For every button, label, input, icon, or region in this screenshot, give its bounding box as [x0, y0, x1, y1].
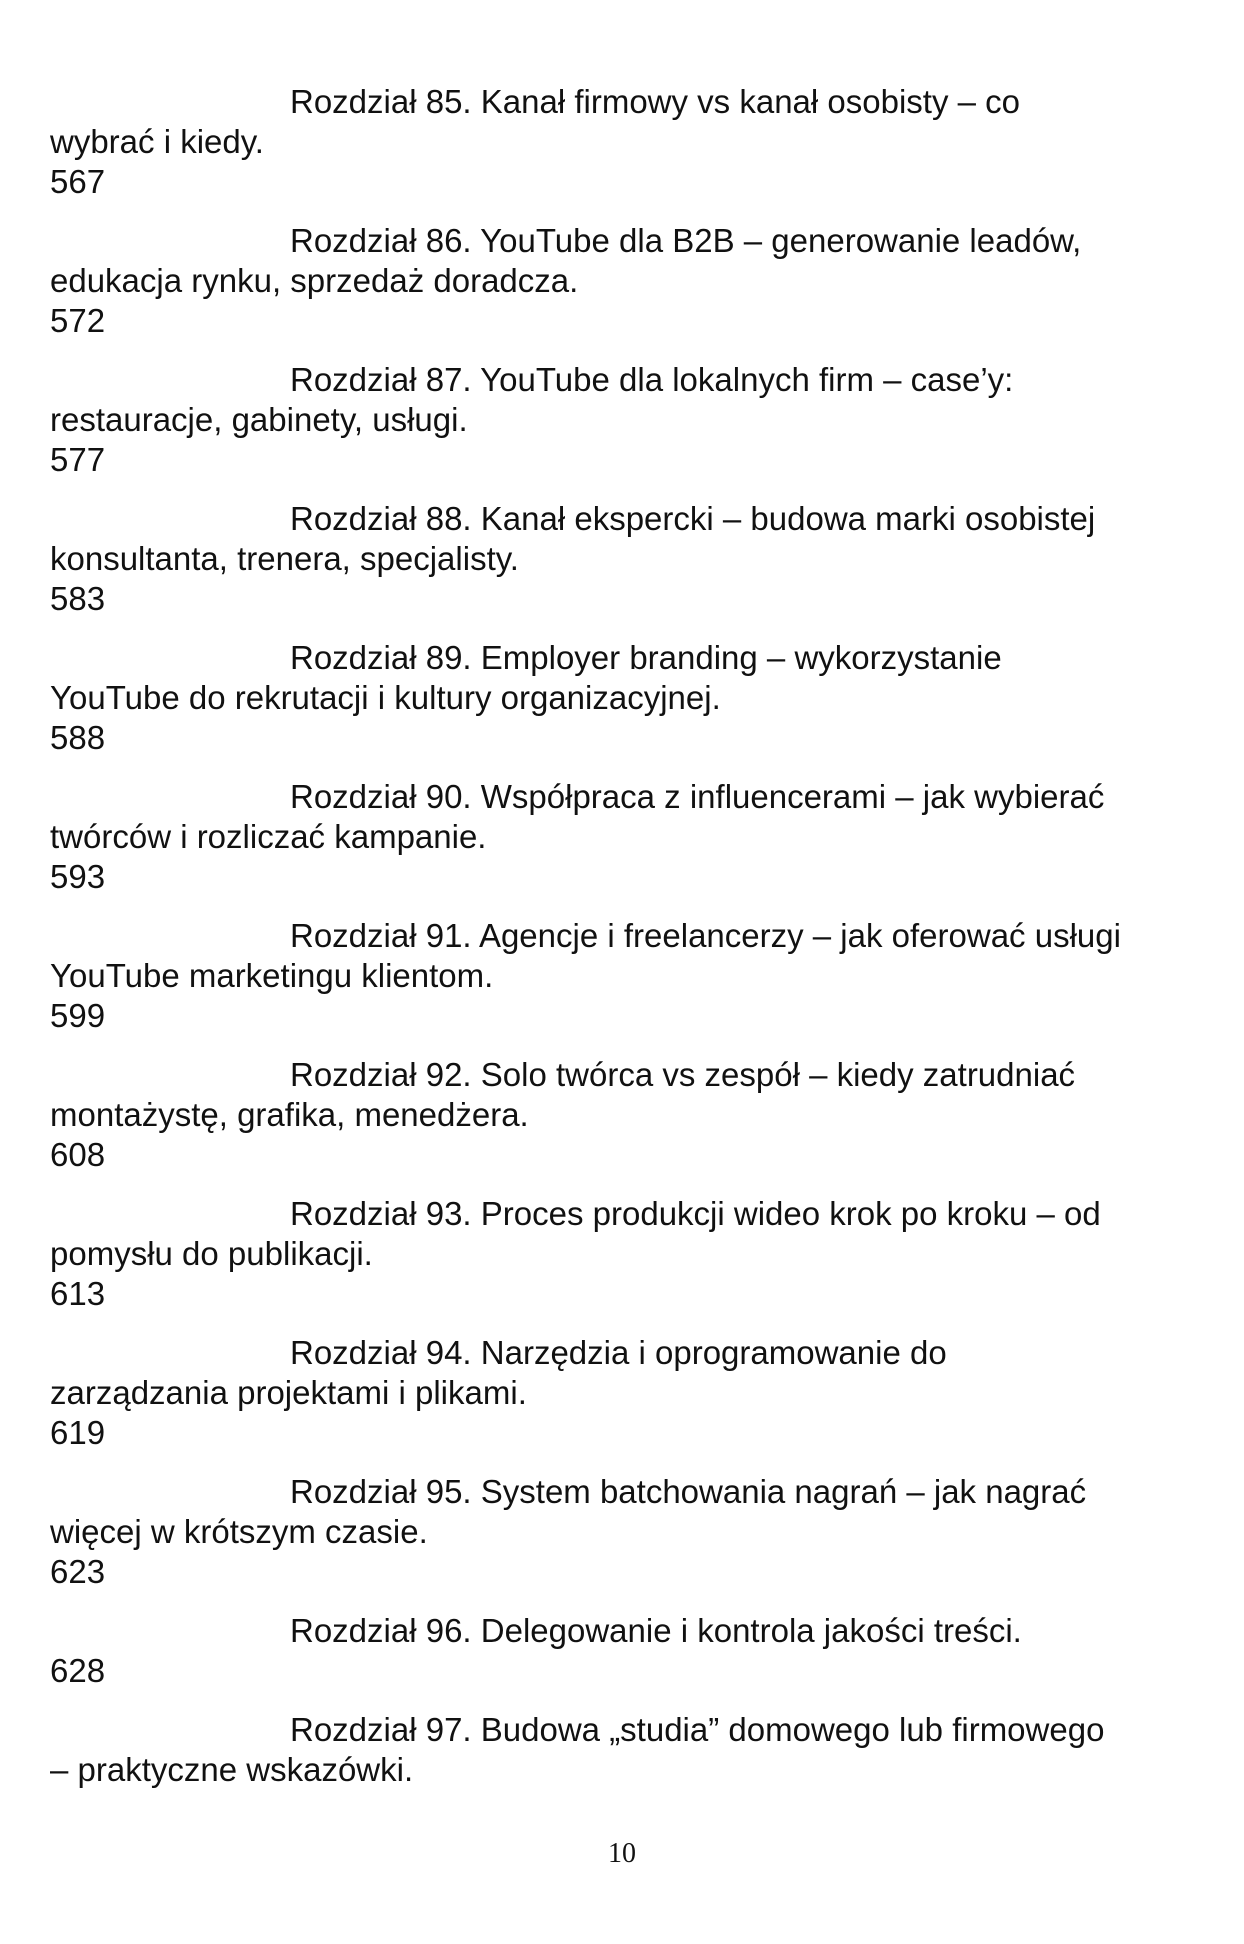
- toc-entry-title: Rozdział 85. Kanał firmowy vs kanał osobisty – co wybrać i kiedy.: [50, 83, 1020, 160]
- toc-entry-title: Rozdział 90. Współpraca z influencerami – jak wybierać twórców i rozliczać kampanie.: [50, 778, 1105, 855]
- page-number: 10: [608, 1838, 636, 1869]
- toc-entry-page: 613: [50, 1275, 106, 1312]
- toc-entry-page: 567: [50, 163, 106, 200]
- toc-entry-title: Rozdział 91. Agencje i freelancerzy – jak oferować usługi YouTube marketingu klientom.: [50, 917, 1121, 994]
- toc-entry-page: 628: [50, 1652, 106, 1689]
- toc-entry: [50, 499, 1200, 619]
- toc-entry: [50, 1710, 1200, 1790]
- toc-entry: [50, 1055, 1200, 1175]
- toc-entry-title: Rozdział 93. Proces produkcji wideo krok po kroku – od pomysłu do publikacji.: [50, 1195, 1101, 1272]
- toc-entry: [50, 221, 1200, 341]
- toc-entry: [50, 777, 1200, 897]
- toc-entry-page: 588: [50, 719, 106, 756]
- toc-entry-page: 599: [50, 997, 106, 1034]
- toc-entry-page: 623: [50, 1553, 106, 1590]
- table-of-contents: [50, 82, 1200, 1809]
- toc-entry: [50, 82, 1200, 202]
- toc-entry-title: Rozdział 94. Narzędzia i oprogramowanie do zarządzania projektami i plikami.: [50, 1334, 947, 1411]
- toc-entry-title: Rozdział 87. YouTube dla lokalnych firm – case’y: restauracje, gabinety, usługi.: [50, 361, 1014, 438]
- toc-entry-page: 619: [50, 1414, 106, 1451]
- toc-entry-title: Rozdział 97. Budowa „studia” domowego lub firmowego – praktyczne wskazówki.: [50, 1711, 1105, 1788]
- toc-entry-page: 572: [50, 302, 106, 339]
- toc-entry-page: 577: [50, 441, 106, 478]
- toc-entry-page: 593: [50, 858, 106, 895]
- toc-entry: [50, 1611, 1200, 1691]
- toc-entry-page: 583: [50, 580, 106, 617]
- toc-entry: [50, 1472, 1200, 1592]
- toc-entry-title: Rozdział 89. Employer branding – wykorzystanie YouTube do rekrutacji i kultury organizacyjnej.: [50, 639, 1002, 716]
- toc-entry-title: Rozdział 96. Delegowanie i kontrola jakości treści.: [290, 1612, 1022, 1649]
- toc-entry: [50, 1333, 1200, 1453]
- toc-entry-title: Rozdział 92. Solo twórca vs zespół – kiedy zatrudniać montażystę, grafika, menedżera.: [50, 1056, 1076, 1133]
- toc-entry: [50, 1194, 1200, 1314]
- toc-entry: [50, 638, 1200, 758]
- toc-entry: [50, 916, 1200, 1036]
- toc-entry-page: 608: [50, 1136, 106, 1173]
- toc-entry-title: Rozdział 86. YouTube dla B2B – generowanie leadów, edukacja rynku, sprzedaż doradcza.: [50, 222, 1082, 299]
- toc-entry: [50, 360, 1200, 480]
- toc-entry-title: Rozdział 95. System batchowania nagrań – jak nagrać więcej w krótszym czasie.: [50, 1473, 1087, 1550]
- toc-entry-title: Rozdział 88. Kanał ekspercki – budowa marki osobistej konsultanta, trenera, specjalisty.: [50, 500, 1096, 577]
